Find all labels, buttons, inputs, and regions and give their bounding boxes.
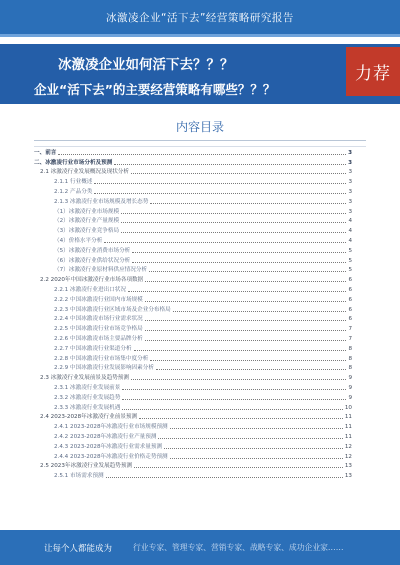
hero-title-question: 冰激凌企业如何活下去？？？ — [58, 57, 234, 73]
toc-entry-leader — [150, 203, 346, 204]
toc-entry-title: 2.1.1 行业概述 — [54, 179, 93, 186]
toc-entry-title: 2.2.8 中国冰激凌行业市场集中度分析 — [54, 355, 149, 362]
toc-entry-title: （6）冰激凌行业供给状况分析 — [54, 257, 131, 264]
toc-entry[interactable] — [34, 225, 352, 235]
toc-entry-leader — [132, 262, 346, 263]
toc-entry[interactable] — [34, 461, 352, 471]
toc-entry[interactable] — [34, 206, 352, 216]
toc-entry-title: 2.5 2023年冰激凌行业发展趋势预测 — [40, 463, 133, 470]
toc-entry[interactable] — [34, 382, 352, 392]
toc-entry-page: 4 — [348, 237, 352, 244]
toc-entry-title: （5）冰激凌行业消费市场分析 — [54, 247, 131, 254]
toc-entry-title: 2.5.1 市场需求预测 — [54, 473, 104, 480]
toc-entry-title: 2.3 冰激凌行业发展前景及趋势预测 — [40, 375, 129, 382]
toc-entry-page: 8 — [348, 345, 352, 352]
toc-entry-title: 2.1.3 冰激凌行业市场规模及增长态势 — [54, 198, 149, 205]
footer-slogan: 让每个人都能成为 — [44, 544, 113, 554]
toc-entry-page: 8 — [348, 365, 352, 372]
toc-entry-title: 2.4.3 2023-2028年冰激凌行业需求量预测 — [54, 443, 163, 450]
toc-entry[interactable] — [34, 372, 352, 382]
toc-entry-title: 2.2.3 中国冰激凌行业区域市场及企业分布格局 — [54, 306, 171, 313]
toc-entry-title: 2.1.2 产品分类 — [54, 188, 93, 195]
toc-entry-page: 6 — [348, 286, 352, 293]
toc-entry-leader — [164, 448, 343, 449]
toc-entry-title: 2.4.2 2023-2028年冰激凌行业产量预测 — [54, 433, 157, 440]
toc-entry[interactable] — [34, 353, 352, 363]
toc-entry-title: 2.2.1 冰激凌行业进出口状况 — [54, 286, 126, 293]
footer-roles: 行业专家、管理专家、营销专家、战略专家、成功企业家…… — [133, 543, 344, 552]
toc-entry-page: 5 — [348, 257, 352, 264]
toc-entry-title: 一、前言 — [34, 149, 57, 156]
toc-entry-page: 4 — [348, 228, 352, 235]
toc-entry[interactable] — [34, 294, 352, 304]
toc-entry-page: 3 — [348, 188, 352, 195]
toc-entry-leader — [131, 379, 346, 380]
toc-entry[interactable] — [34, 196, 352, 206]
header-divider — [0, 34, 400, 37]
toc-entry-leader — [122, 409, 343, 410]
toc-entry-leader — [122, 389, 346, 390]
toc-entry[interactable] — [34, 274, 352, 284]
toc-list — [34, 147, 352, 480]
toc-entry-leader — [121, 213, 346, 214]
toc-entry-leader — [156, 369, 347, 370]
toc-entry-leader — [145, 281, 346, 282]
toc-entry[interactable] — [34, 245, 352, 255]
toc-entry-title: （1）冰激凌行业市场规模 — [54, 208, 120, 215]
toc-entry-title: （4）价格水平分析 — [54, 237, 103, 244]
toc-entry-title: 2.2 2020年中国冰激凌行业市场各项数据 — [40, 277, 144, 284]
toc-entry-leader — [150, 360, 346, 361]
toc-entry-page: 10 — [344, 404, 352, 411]
toc-entry-leader — [128, 291, 346, 292]
toc-entry-page: 9 — [348, 375, 352, 382]
toc-entry[interactable] — [34, 333, 352, 343]
toc-entry-leader — [149, 271, 346, 272]
toc-entry-page: 7 — [348, 326, 352, 333]
toc-entry[interactable] — [34, 284, 352, 294]
toc-entry-title: 2.4.4 2023-2028年冰激凌行业价格走势预测 — [54, 453, 168, 460]
toc-entry-page: 12 — [344, 443, 352, 450]
toc-entry-page: 3 — [348, 179, 352, 186]
toc-entry-title: （3）冰激凌行业竞争格局 — [54, 228, 120, 235]
toc-entry-leader — [134, 467, 343, 468]
toc-entry[interactable] — [34, 363, 352, 373]
toc-entry-page: 6 — [348, 277, 352, 284]
toc-entry-page: 13 — [344, 463, 352, 470]
toc-entry-page: 13 — [344, 473, 352, 480]
toc-entry-title: 2.2.7 中国冰激凌行业渠道分析 — [54, 345, 132, 352]
toc-entry-page: 7 — [348, 335, 352, 342]
toc-entry-title: （7）冰激凌行业原材料供应情况分析 — [54, 267, 148, 274]
toc-entry[interactable] — [34, 255, 352, 265]
toc-entry[interactable] — [34, 441, 352, 451]
toc-entry-page: 8 — [348, 355, 352, 362]
toc-entry-page: 6 — [348, 306, 352, 313]
toc-entry-leader — [58, 154, 346, 155]
toc-entry-page: 5 — [348, 247, 352, 254]
toc-entry-leader — [114, 164, 346, 165]
toc-entry[interactable] — [34, 265, 352, 275]
toc-top-rule — [34, 140, 366, 141]
toc-entry[interactable] — [34, 157, 352, 167]
toc-entry[interactable] — [34, 186, 352, 196]
toc-entry[interactable] — [34, 421, 352, 431]
toc-entry-leader — [145, 301, 347, 302]
toc-entry-page: 9 — [348, 394, 352, 401]
toc-entry[interactable] — [34, 147, 352, 157]
toc-entry-page: 6 — [348, 296, 352, 303]
toc-entry[interactable] — [34, 412, 352, 422]
report-header-bar — [0, 0, 400, 34]
toc-entry-leader — [173, 311, 347, 312]
report-header-title: 冰激凌企业“活下去”经营策略研究报告 — [106, 11, 294, 24]
toc-entry-leader — [145, 340, 347, 341]
toc-entry-page: 12 — [344, 453, 352, 460]
hero-title-subquestion: 企业“活下去”的主要经营策略有哪些？？？ — [34, 82, 276, 97]
toc-entry-page: 9 — [348, 384, 352, 391]
toc-entry[interactable] — [34, 431, 352, 441]
toc-entry-page: 11 — [344, 433, 352, 440]
toc-entry-title: （2）冰激凌行业产量规模 — [54, 218, 120, 225]
toc-entry[interactable] — [34, 176, 352, 186]
toc-entry-page: 3 — [348, 208, 352, 215]
toc-entry-leader — [145, 330, 347, 331]
toc-entry-leader — [94, 183, 346, 184]
toc-entry-page: 11 — [344, 414, 352, 421]
toc-entry-leader — [145, 320, 347, 321]
toc-entry-page: 4 — [348, 218, 352, 225]
toc-entry-page: 3 — [348, 198, 352, 205]
toc-entry[interactable] — [34, 451, 352, 461]
toc-entry-title: 2.4.1 2023-2028年冰激凌行业市场规模预测 — [54, 424, 168, 431]
toc-entry-title: 2.2.5 中国冰激凌行业市场竞争格局 — [54, 326, 143, 333]
toc-entry[interactable] — [34, 216, 352, 226]
toc-entry-leader — [106, 477, 343, 478]
toc-entry-leader — [158, 438, 342, 439]
toc-entry-leader — [170, 458, 343, 459]
toc-entry[interactable] — [34, 235, 352, 245]
toc-entry-title: 2.2.9 中国冰激凌行业发展影响因素分析 — [54, 365, 154, 372]
toc-entry-title: 2.2.4 中国冰激凌市场行业需求状况 — [54, 316, 143, 323]
toc-entry-leader — [104, 242, 346, 243]
toc-entry[interactable] — [34, 167, 352, 177]
recommend-seal-text: 力荐 — [355, 64, 391, 84]
toc-entry-leader — [170, 428, 343, 429]
toc-entry-page: 3 — [348, 169, 352, 176]
toc-entry-page: 11 — [344, 424, 352, 431]
toc-entry-title: 2.2.2 中国冰激凌行业国内市场规模 — [54, 296, 143, 303]
toc-entry-title: 2.3.3 冰激凌行业发展机遇 — [54, 404, 121, 411]
toc-entry-page: 6 — [348, 316, 352, 323]
toc-entry-leader — [94, 193, 346, 194]
toc-entry-leader — [131, 173, 346, 174]
toc-entry[interactable] — [34, 402, 352, 412]
toc-entry-page: 3 — [348, 149, 352, 156]
toc-entry[interactable] — [34, 314, 352, 324]
toc-entry-title: 二、冰激凌行业市场分析及预测 — [34, 159, 113, 166]
toc-entry-page: 3 — [348, 159, 352, 166]
footer-bar — [0, 530, 400, 565]
toc-entry-title: 2.3.2 冰激凌行业发展趋势 — [54, 394, 121, 401]
hero-banner — [0, 44, 400, 104]
toc-entry[interactable] — [34, 343, 352, 353]
toc-entry-leader — [139, 418, 343, 419]
toc-entry-leader — [122, 399, 346, 400]
toc-entry-leader — [121, 222, 346, 223]
toc-entry[interactable] — [34, 392, 352, 402]
toc-entry-page: 5 — [348, 267, 352, 274]
toc-entry[interactable] — [34, 323, 352, 333]
toc-entry-title: 2.3.1 冰激凌行业发展前景 — [54, 384, 121, 391]
toc-entry-leader — [134, 350, 347, 351]
toc-entry-title: 2.4 2023-2028年冰激凌行业前景预测 — [40, 414, 138, 421]
toc-entry-title: 2.1 冰激凌行业发展概况及现状分析 — [40, 169, 129, 176]
toc-entry-leader — [132, 252, 346, 253]
toc-entry[interactable] — [34, 304, 352, 314]
toc-entry[interactable] — [34, 470, 352, 480]
toc-heading: 内容目录 — [175, 120, 224, 134]
toc-entry-leader — [121, 232, 346, 233]
recommend-seal — [346, 47, 400, 96]
toc-entry-title: 2.2.6 中国冰激凌市场主要品牌分析 — [54, 335, 143, 342]
